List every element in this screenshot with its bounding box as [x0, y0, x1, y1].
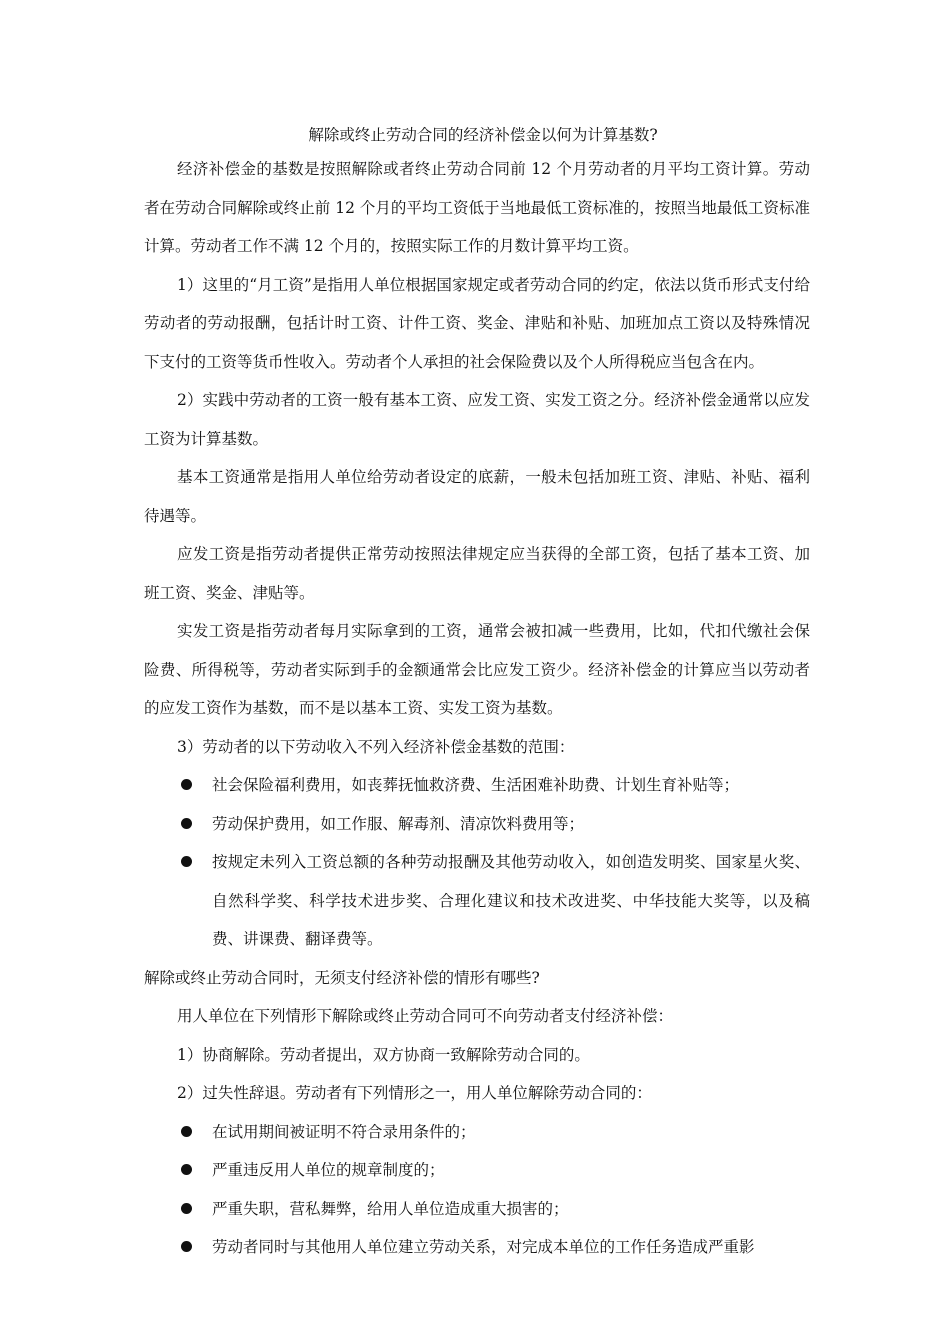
- list-item-text: 按规定未列入工资总额的各种劳动报酬及其他劳动收入，如创造发明奖、国家星火奖、自然科学奖、科学技术进步奖、合理化建议和技术改进奖、中华技能大奖等，以及稿费、讲课费、翻译费等。: [212, 853, 810, 948]
- list-item: [144, 1151, 810, 1190]
- list-item-text: 严重失职，营私舞弊，给用人单位造成重大损害的；: [212, 1199, 569, 1218]
- bullet-icon: [181, 779, 192, 790]
- bullet-icon: [181, 1203, 192, 1214]
- section-heading: 解除或终止劳动合同时，无须支付经济补偿的情形有哪些?: [144, 968, 540, 987]
- paragraph-wage-types: 2）实践中劳动者的工资一般有基本工资、应发工资、实发工资之分。经济补偿金通常以应发工资为计算基数。: [144, 391, 810, 448]
- paragraph-no-compensation: 用人单位在下列情形下解除或终止劳动合同可不向劳动者支付经济补偿：: [177, 1007, 674, 1025]
- document-title: 解除或终止劳动合同的经济补偿金以何为计算基数?: [308, 126, 658, 144]
- paragraph-gross-wage: 应发工资是指劳动者提供正常劳动按照法律规定应当获得的全部工资，包括了基本工资、加班工资、奖金、津贴等。: [144, 545, 810, 602]
- list-item-text: 在试用期间被证明不符合录用条件的；: [212, 1122, 476, 1141]
- list-item: [144, 1228, 810, 1267]
- list-item: [144, 843, 810, 959]
- bullet-icon: [181, 856, 192, 867]
- excluded-income-list: [144, 766, 810, 959]
- bullet-icon: [181, 1164, 192, 1175]
- paragraph-mutual-termination: 1）协商解除。劳动者提出，双方协商一致解除劳动合同的。: [177, 1045, 590, 1064]
- paragraph-base-definition: 经济补偿金的基数是按照解除或者终止劳动合同前 12 个月劳动者的月平均工资计算。劳动者在劳动合同解除或终止前 12 个月的平均工资低于当地最低工资标准的，按照当地最低工资标准计算。劳动者工作不满 12 个月的，按照实际工作的月数计算平均工资。: [144, 160, 810, 255]
- list-item: [144, 1113, 810, 1152]
- list-item: [144, 766, 810, 805]
- paragraph-monthly-wage: 1）这里的“月工资”是指用人单位根据国家规定或者劳动合同的约定，依法以货币形式支付给劳动者的劳动报酬，包括计时工资、计件工资、奖金、津贴和补贴、加班加点工资以及特殊情况下支付的工资等货币性收入。劳动者个人承担的社会保险费以及个人所得税应当包含在内。: [144, 275, 810, 371]
- list-item: [144, 1190, 810, 1229]
- bullet-icon: [181, 1126, 192, 1137]
- paragraph-net-wage: 实发工资是指劳动者每月实际拿到的工资，通常会被扣减一些费用，比如，代扣代缴社会保险费、所得税等，劳动者实际到手的金额通常会比应发工资少。经济补偿金的计算应当以劳动者的应发工资作为基数，而不是以基本工资、实发工资为基数。: [144, 622, 810, 717]
- list-item-text: 劳动保护费用，如工作服、解毒剂、清凉饮料费用等；: [212, 814, 585, 833]
- list-item-text: 社会保险福利费用，如丧葬抚恤救济费、生活困难补助费、计划生育补贴等；: [212, 776, 740, 794]
- list-item: [144, 805, 810, 844]
- paragraph-excluded-income: 3）劳动者的以下劳动收入不列入经济补偿金基数的范围：: [177, 737, 575, 756]
- list-item-text: 严重违反用人单位的规章制度的；: [212, 1161, 445, 1179]
- bullet-icon: [181, 818, 192, 829]
- paragraph-fault-dismissal: 2）过失性辞退。劳动者有下列情形之一，用人单位解除劳动合同的：: [177, 1084, 652, 1102]
- bullet-icon: [181, 1241, 192, 1252]
- paragraph-basic-wage: 基本工资通常是指用人单位给劳动者设定的底薪，一般未包括加班工资、津贴、补贴、福利待遇等。: [144, 468, 810, 525]
- fault-dismissal-list: [144, 1113, 810, 1267]
- list-item-text: 劳动者同时与其他用人单位建立劳动关系，对完成本单位的工作任务造成严重影: [212, 1238, 755, 1256]
